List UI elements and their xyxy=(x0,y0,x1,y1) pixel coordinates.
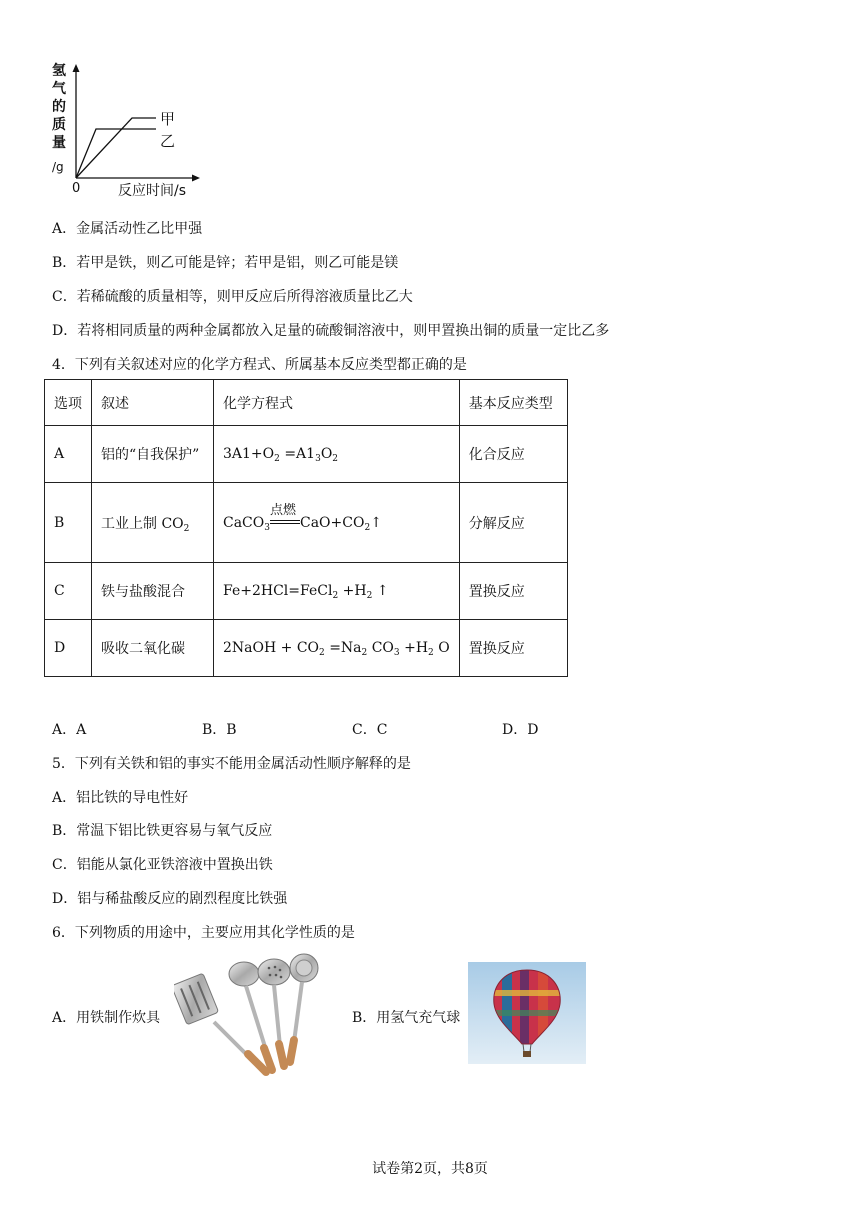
condition-text: 点燃 xyxy=(269,502,296,518)
q5-option-c: C．铝能从氯化亚铁溶液中置换出铁 xyxy=(52,857,273,873)
desc-cell: 吸收二氧化碳 xyxy=(92,620,214,677)
ylabel-char: 质 xyxy=(52,117,66,133)
header-cell: 叙述 xyxy=(92,380,214,426)
ylabel-char: 的 xyxy=(52,99,66,115)
table-row xyxy=(45,620,568,677)
skimmer-head xyxy=(258,959,290,985)
q5-option-b: B．常温下铝比铁更容易与氧气反应 xyxy=(52,823,273,839)
ylabel-char: 氢 xyxy=(52,63,66,79)
graph-yunit: /g xyxy=(52,160,64,174)
option-cell: B xyxy=(45,483,92,563)
table-row xyxy=(45,426,568,483)
type-cell: 分解反应 xyxy=(459,483,567,563)
kitchen-utensils-image xyxy=(174,950,326,1080)
spatula-head xyxy=(174,973,219,1025)
desc-cell: 铁与盐酸混合 xyxy=(92,563,214,620)
double-line xyxy=(270,520,300,524)
balloon-basket xyxy=(523,1051,531,1057)
q5-stem: 5．下列有关铁和铝的事实不能用金属活动性顺序解释的是 xyxy=(52,756,411,772)
desc-cell: 工业上制 $CO_2$ xyxy=(92,483,214,563)
table-header-row xyxy=(45,380,568,426)
q3-option-a: A．金属活动性乙比甲强 xyxy=(52,221,203,237)
q6-option-a: A．用铁制作炊具 xyxy=(52,1010,161,1026)
q4-answer-d: D．D xyxy=(502,722,539,738)
option-cell: D xyxy=(45,620,92,677)
graph-ylabel xyxy=(52,62,72,152)
q3-option-d: D．若将相同质量的两种金属都放入足量的硫酸铜溶液中，则甲置换出铜的质量一定比乙多 xyxy=(52,323,610,339)
table-row xyxy=(45,483,568,563)
q6-option-b: B．用氢气充气球 xyxy=(352,1010,461,1026)
ylabel-char: 量 xyxy=(52,135,66,151)
q4-stem: 4．下列有关叙述对应的化学方程式、所属基本反应类型都正确的是 xyxy=(52,357,467,373)
type-cell: 置换反应 xyxy=(459,620,567,677)
desc-cell: 铝的“自我保护” xyxy=(92,426,214,483)
q5-option-d: D．铝与稀盐酸反应的剧烈程度比铁强 xyxy=(52,891,288,907)
ylabel-char: 气 xyxy=(52,81,66,97)
q4-answer-c: C．C xyxy=(352,722,388,738)
option-cell: A xyxy=(45,426,92,483)
series-label-jia: 甲 xyxy=(160,110,176,128)
header-cell: 选项 xyxy=(45,380,92,426)
ladle-head xyxy=(229,962,259,986)
type-cell: 置换反应 xyxy=(459,563,567,620)
option-cell: C xyxy=(45,563,92,620)
graph-origin: 0 xyxy=(72,181,81,196)
q4-table xyxy=(44,379,568,677)
q6-stem: 6．下列物质的用途中，主要应用其化学性质的是 xyxy=(52,925,355,941)
series-line-yi xyxy=(76,129,156,178)
hot-air-balloon-image xyxy=(468,962,586,1064)
table-row xyxy=(45,563,568,620)
type-cell: 化合反应 xyxy=(459,426,567,483)
header-cell: 化学方程式 xyxy=(214,380,460,426)
q4-answer-a: A．A xyxy=(52,722,87,738)
wooden-handles xyxy=(248,1040,294,1072)
equation-cell: $3A1+O_2 =A1_3O_2$ xyxy=(214,426,460,483)
q5-option-a: A．铝比铁的导电性好 xyxy=(52,790,189,806)
graph-xlabel: 反应时间/s xyxy=(118,183,187,199)
graph-axes xyxy=(48,60,208,200)
x-axis-arrow xyxy=(192,175,200,182)
equation-cell: CaCO$_3$ 点燃 $CaO+CO_2↑$ xyxy=(214,483,460,563)
q3-option-b: B．若甲是铁，则乙可能是锌；若甲是铝，则乙可能是镁 xyxy=(52,255,399,271)
series-label-yi: 乙 xyxy=(160,132,176,150)
q3-option-c: C．若稀硫酸的质量相等，则甲反应后所得溶液质量比乙大 xyxy=(52,289,413,305)
y-axis-arrow xyxy=(73,64,80,72)
header-cell: 基本反应类型 xyxy=(459,380,567,426)
equation-cell: 2NaOH + $CO_2 =Na_2$ $CO_3 +H_2$ O xyxy=(214,620,460,677)
reaction-condition xyxy=(269,502,300,530)
page-footer: 试卷第2页，共8页 xyxy=(372,1161,488,1177)
q4-answer-b: B．B xyxy=(202,722,237,738)
equation-cell: Fe+2HCl=FeCl$_2$ $+H_2$ ↑ xyxy=(214,563,460,620)
